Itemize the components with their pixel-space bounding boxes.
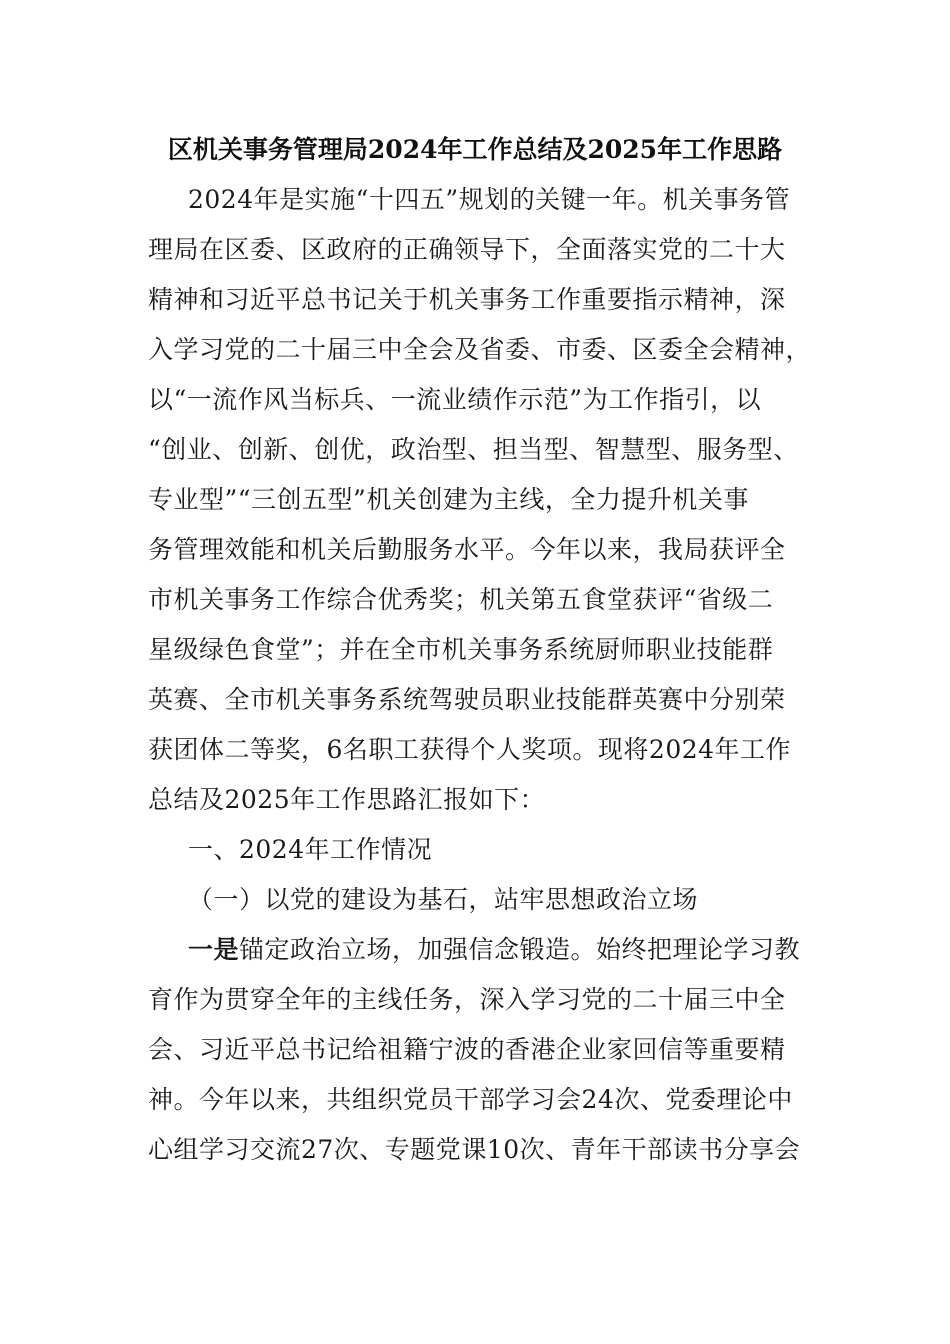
paragraph-line: 总结及2025年工作思路汇报如下：: [148, 785, 546, 814]
subsection-heading: （一）以党的建设为基石，站牢思想政治立场: [188, 885, 699, 914]
paragraph-line: 心组学习交流27次、专题党课10次、青年干部读书分享会: [148, 1135, 801, 1164]
document-title: 区机关事务管理局2024年工作总结及2025年工作思路: [167, 135, 783, 164]
paragraph-line: 2024年是实施“十四五”规划的关键一年。机关事务管: [188, 185, 791, 214]
bold-lead: 一是: [188, 935, 240, 964]
paragraph-line: 以“一流作风当标兵、一流业绩作示范”为工作指引，以: [148, 385, 762, 414]
paragraph-line: “创业、创新、创优，政治型、担当型、智慧型、服务型、: [148, 435, 799, 464]
paragraph-line: 星级绿色食堂”；并在全市机关事务系统厨师职业技能群: [148, 635, 774, 664]
paragraph-line: 入学习党的二十届三中全会及省委、市委、区委全会精神，: [148, 335, 812, 364]
section-heading: 一、2024年工作情况: [188, 835, 433, 864]
paragraph-line-lead: [148, 925, 808, 975]
paragraph-line: 精神和习近平总书记关于机关事务工作重要指示精神，深: [148, 285, 786, 314]
paragraph-line-text: 锚定政治立场，加强信念锻造。始终把理论学习教: [239, 935, 801, 964]
document-body: [148, 175, 812, 1175]
paragraph-line: 神。今年以来，共组织党员干部学习会24次、党委理论中: [148, 1085, 793, 1114]
paragraph-line: 理局在区委、区政府的正确领导下，全面落实党的二十大: [148, 235, 786, 264]
paragraph-line: 务管理效能和机关后勤服务水平。今年以来，我局获评全: [148, 535, 786, 564]
paragraph-line: 获团体二等奖，6名职工获得个人奖项。现将2024年工作: [148, 735, 792, 764]
paragraph-line: 英赛、全市机关事务系统驾驶员职业技能群英赛中分别荣: [148, 685, 786, 714]
paragraph-line: 市机关事务工作综合优秀奖；机关第五食堂获评“省级二: [148, 585, 774, 614]
paragraph-line: 育作为贯穿全年的主线任务，深入学习党的二十届三中全: [148, 985, 786, 1014]
paragraph-line: 会、习近平总书记给祖籍宁波的香港企业家回信等重要精: [148, 1035, 786, 1064]
paragraph-line: 专业型”“三创五型”机关创建为主线，全力提升机关事: [148, 485, 749, 514]
